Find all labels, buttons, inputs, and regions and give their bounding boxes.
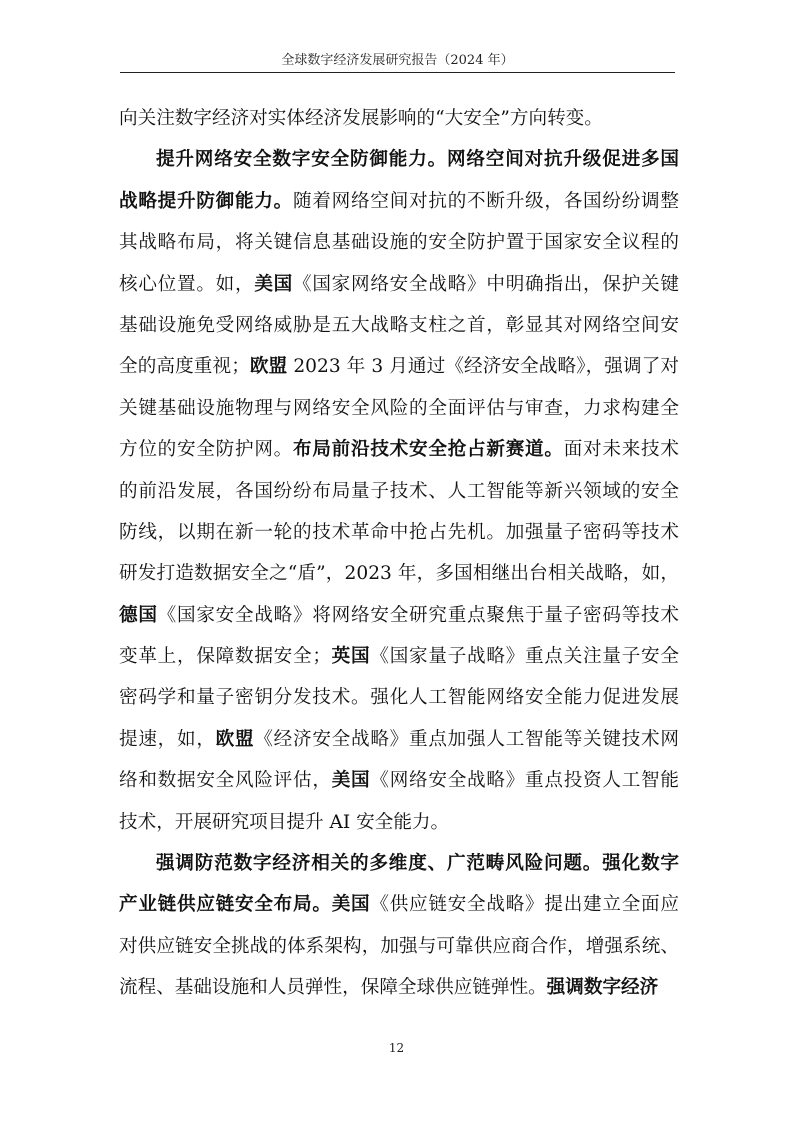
text-run: 方位的安全防护网。	[119, 439, 294, 461]
text-run: 研发打造数据安全之“盾”，2023 年，多国相继出台相关战略，如，	[119, 563, 679, 585]
text-line	[119, 967, 679, 1008]
text-line	[119, 719, 679, 760]
text-line	[119, 222, 679, 263]
text-line	[119, 139, 679, 180]
text-run: 面对未来技术	[563, 439, 679, 461]
text-run: 防线，以期在新一轮的技术革命中抢占先机。加强量子密码等技术	[119, 521, 679, 543]
text-run: 技术，开展研究项目提升 AI 安全能力。	[119, 811, 450, 833]
running-header: 全球数字经济发展研究报告（2024 年）	[281, 53, 514, 68]
page-number: 12	[388, 1041, 405, 1055]
text-line	[119, 429, 679, 470]
text-line	[119, 802, 679, 843]
text-line	[119, 181, 679, 222]
text-line	[119, 471, 679, 512]
bold-text-run: 提升网络安全数字安全防御能力。网络空间对抗升级促进多国	[156, 149, 679, 171]
text-run: 密码学和量子密钥分发技术。强化人工智能网络安全能力促进发展	[119, 687, 679, 709]
bold-text-run: 产业链供应链安全布局。	[119, 894, 332, 916]
header-divider	[120, 72, 675, 73]
bold-text-run: 强调防范数字经济相关的多维度、广范畴风险问题。强化数字	[156, 853, 679, 875]
bold-text-run: 布局前沿技术安全抢占新赛道。	[293, 439, 564, 461]
text-run: 《供应链安全战略》提出建立全面应	[370, 894, 679, 916]
text-run: 《国家网络安全战略》中明确指出，保护关键	[293, 273, 679, 295]
text-line	[119, 264, 679, 305]
bold-text-run: 战略提升防御能力。	[119, 190, 294, 212]
text-run: 变革上，保障数据安全；	[119, 646, 331, 668]
text-line	[119, 98, 679, 139]
text-run: 对供应链安全挑战的体系架构，加强与可靠供应商合作，增强系统、	[119, 935, 679, 957]
text-line	[119, 843, 679, 884]
body-text	[119, 98, 679, 1009]
bold-text-run: 英国	[330, 646, 371, 668]
text-run: 2023 年 3 月通过《经济安全战略》，强调了对	[287, 356, 679, 378]
text-run: 核心位置。如，	[119, 273, 255, 295]
bold-text-run: 欧盟	[215, 728, 255, 750]
text-line	[119, 636, 679, 677]
text-run: 《国家量子战略》重点关注量子安全	[370, 646, 679, 668]
text-line	[119, 760, 679, 801]
text-line	[119, 305, 679, 346]
text-run: 关键基础设施物理与网络安全风险的全面评估与审查，力求构建全	[119, 397, 679, 419]
bold-text-run: 德国	[119, 604, 158, 626]
text-run: 基础设施免受网络威胁是五大战略支柱之首，彰显其对网络空间安	[119, 314, 679, 336]
text-line	[119, 346, 679, 387]
bold-text-run: 美国	[254, 273, 294, 295]
text-run: 提速，如，	[119, 728, 216, 750]
text-line	[119, 512, 679, 553]
text-run: 《网络安全战略》重点投资人工智能	[370, 770, 679, 792]
bold-text-run: 美国	[331, 770, 371, 792]
text-line	[119, 595, 679, 636]
text-line	[119, 677, 679, 718]
bold-text-run: 强调数字经济	[546, 977, 659, 999]
bold-text-run: 美国	[331, 894, 371, 916]
text-line	[119, 388, 679, 429]
text-run: 其战略布局，将关键信息基础设施的安全防护置于国家安全议程的	[119, 232, 679, 254]
bold-text-run: 欧盟	[249, 356, 288, 378]
text-run: 全的高度重视；	[119, 356, 250, 378]
text-run: 《国家安全战略》将网络安全研究重点聚焦于量子密码等技术	[157, 604, 679, 626]
text-line	[119, 553, 679, 594]
text-run: 《经济安全战略》重点加强人工智能等关键技术网	[254, 728, 679, 750]
text-line	[119, 884, 679, 925]
text-line	[119, 926, 679, 967]
text-run: 络和数据安全风险评估，	[119, 770, 332, 792]
text-run: 向关注数字经济对实体经济发展影响的“大安全”方向转变。	[119, 108, 603, 129]
text-run: 的前沿发展，各国纷纷布局量子技术、人工智能等新兴领域的安全	[119, 480, 679, 502]
text-run: 流程、基础设施和人员弹性，保障全球供应链弹性。	[119, 977, 547, 999]
text-run: 随着网络空间对抗的不断升级，各国纷纷调整	[293, 190, 679, 212]
